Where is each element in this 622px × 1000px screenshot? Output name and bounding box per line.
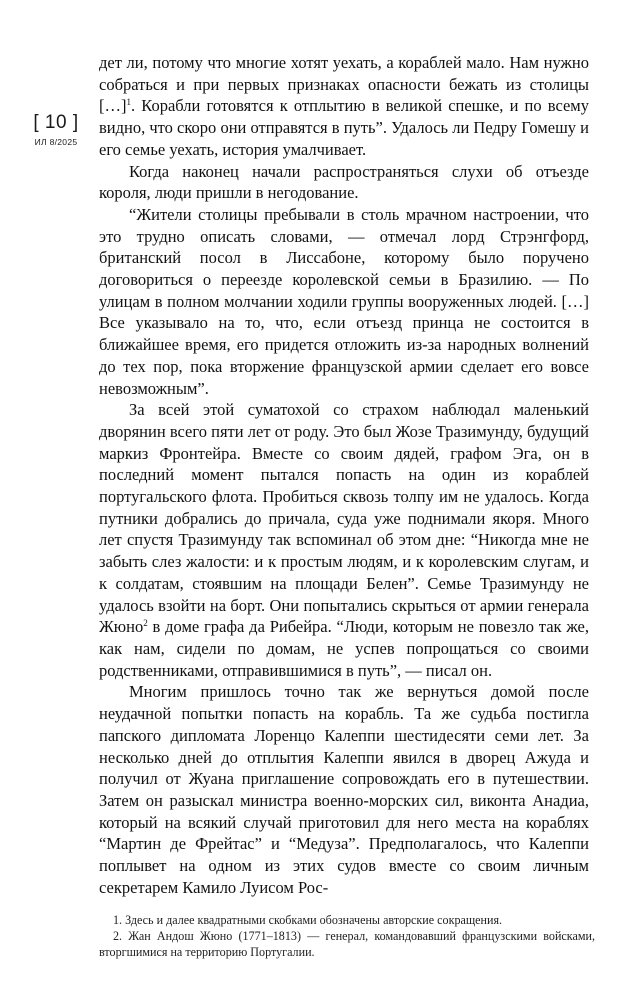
footnotes xyxy=(99,912,595,960)
main-text xyxy=(99,52,589,898)
paragraph-4 xyxy=(99,399,589,681)
paragraph-2: Когда наконец начали распространяться слухи об отъезде короля, люди пришли в негодование. xyxy=(99,161,589,203)
paragraph-4-part-a: За всей этой суматохой со страхом наблюдал маленький дворянин всего пяти лет от роду. Это был Жозе Тразимунду, будущий маркиз Фронтейра. Вместе со своим дядей, графом Эга, он в последний момент пытался попасть на один из кораблей португальского флота. Пробиться сквозь толпу им не удалось. Когда путники добрались до причала, суда уже поднимали якоря. Много лет спустя Тразимунду так вспоминал об этом дне: “Никогда мне не забыть слез жалости: и к простым людям, и к королевским слугам, и к солдатам, стоявшим на площади Белен”. Семье Тразимунду не удалось взойти на борт. Они попытались скрыться от армии генерала Жюно xyxy=(99,400,589,637)
paragraph-1-part-b: . Корабли готовятся к отплытию в великой спешке, и по всему видно, что скоро они отправятся в путь”. Удалось ли Педру Гомешу и его семье уехать, история умалчивает. xyxy=(99,96,589,159)
paragraph-3-quote: “Жители столицы пребывали в столь мрачном настроении, что это трудно описать словами, — отмечал лорд Стрэнгфорд, британский посол в Лиссабоне, которому было поручено договориться о переезде королевской семьи в Бразилию. — По улицам в полном молчании ходили группы вооруженных людей. […] Все указывало на то, что, если отъезд принца не состоится в ближайшее время, его придется отложить из-за народных волнений до тех пор, пока вторжение французской армии сделает его вовсе невозможным”. xyxy=(99,204,589,398)
paragraph-1-part-a: дет ли, потому что многие хотят уехать, а кораблей мало. Нам нужно собраться и при первых признаках опасности бежать из столицы […] xyxy=(99,53,589,116)
footnote-ref-2: 2 xyxy=(143,618,148,629)
footnote-1: 1. Здесь и далее квадратными скобками обозначены авторские сокращения. xyxy=(113,913,503,927)
page-marginalia xyxy=(28,112,84,147)
page-number: [ 10 ] xyxy=(33,112,79,133)
footnote-ref-1: 1 xyxy=(126,97,131,108)
paragraph-1 xyxy=(99,52,589,161)
paragraph-5: Многим пришлось точно так же вернуться домой после неудачной попытки попасть на корабль. Та же судьба постигла папского дипломата Лоренцо Калеппи шестидесяти семи лет. За несколько дней до отплытия Калеппи явился в дворец Ажуда и получил от Жуана приглашение сопровождать его в путешествии. Затем он разыскал министра военно-морских сил, виконта Анадиа, который на всякий случай приготовил для него места на кораблях “Мартин де Фрейтас” и “Медуза”. Предполагалось, что Калеппи поплывет на одном из этих судов вместе со своим личным секретарем Камило Луисом Рос- xyxy=(99,682,589,897)
footnote-2: 2. Жан Андош Жюно (1771–1813) — генерал, командовавший французскими войсками, вторгшимися на территорию Португалии. xyxy=(99,929,595,960)
paragraph-4-part-b: в доме графа да Рибейра. “Люди, которым не повезло так же, как нам, сидели по домам, не успев попрощаться со своими родственниками, отправившимися в путь”, — писал он. xyxy=(99,617,589,680)
issue-label: ИЛ 8/2025 xyxy=(34,137,78,147)
